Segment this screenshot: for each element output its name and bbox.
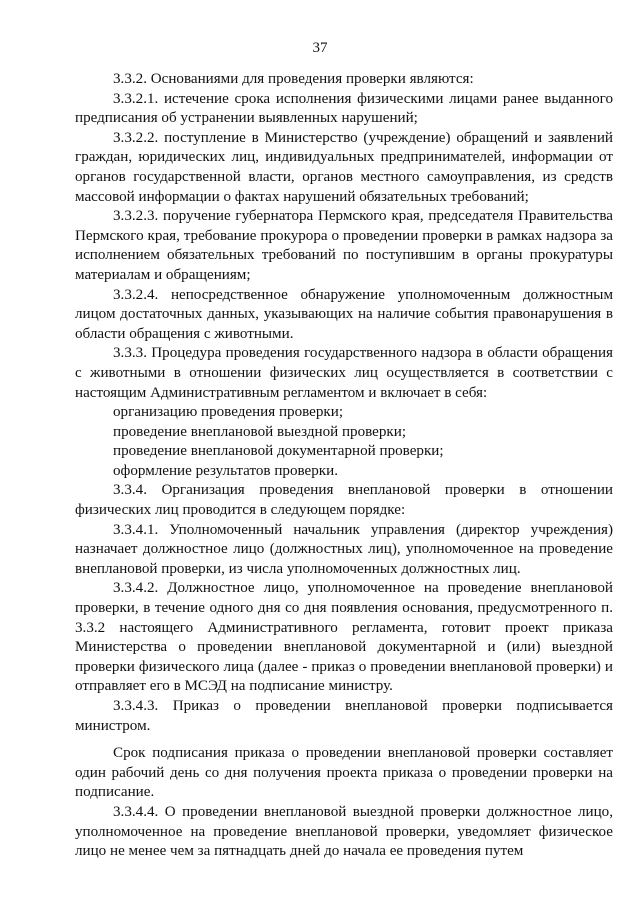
- paragraph-3-3-2-4: 3.3.2.4. непосредственное обнаружение уполномоченным должностным лицом достаточных данных, указывающих на наличие события правонарушения в области обращения с животными.: [75, 286, 613, 342]
- paragraph-3-3-3: 3.3.3. Процедура проведения государственного надзора в области обращения с животными в отношении физических лиц осуществляется в соответствии с настоящим Административным регламентом и включает в себя:: [75, 345, 613, 401]
- paragraph-3-3-4-3: 3.3.4.3. Приказ о проведении внеплановой проверки подписывается министром.: [75, 698, 613, 734]
- paragraph-3-3-4-1: 3.3.4.1. Уполномоченный начальник управления (директор учреждения) назначает должностное лицо (должностных лиц), уполномоченное на проведение внеплановой проверки, из числа уполномоченных должностных лиц.: [75, 521, 613, 577]
- list-item-organization: организацию проведения проверки;: [113, 404, 344, 421]
- list-item-field-inspection: проведение внеплановой выездной проверки;: [113, 423, 407, 440]
- document-body: [75, 70, 613, 862]
- list-item-document-inspection: проведение внеплановой документарной проверки;: [113, 443, 444, 460]
- paragraph-3-3-4-2: 3.3.4.2. Должностное лицо, уполномоченное на проведение внеплановой проверки, в течение одного дня со дня появления основания, предусмотренного п. 3.3.2 настоящего Административного регламента, готовит проект приказа Министерства о проведении внеплановой документарной и (или) выездной проверки физического лица (далее - приказ о проведении внеплановой проверки) и отправляет его в МСЭД на подписание министру.: [75, 580, 613, 695]
- paragraph-3-3-2-2: 3.3.2.2. поступление в Министерство (учреждение) обращений и заявлений граждан, юридических лиц, индивидуальных предпринимателей, информации от органов государственной власти, органов местного самоуправления, из средств массовой информации о фактах нарушений обязательных требований;: [75, 129, 613, 205]
- list-item-results: оформление результатов проверки.: [113, 462, 338, 479]
- paragraph-3-3-2-3: 3.3.2.3. поручение губернатора Пермского края, председателя Правительства Пермского края, требование прокурора о проведении проверки в рамках надзора за исполнением обязательных требований по поступившим в органы прокуратуры материалам и обращениям;: [75, 208, 613, 283]
- paragraph-3-3-4-4: 3.3.4.4. О проведении внеплановой выездной проверки должностное лицо, уполномоченное на проведение внеплановой проверки, уведомляет физическое лицо не менее чем за пятнадцать дней до начала ее проведения путем: [75, 803, 613, 860]
- paragraph-3-3-4: 3.3.4. Организация проведения внеплановой проверки в отношении физических лиц проводится в следующем порядке:: [75, 482, 613, 519]
- paragraph-3-3-2-1: 3.3.2.1. истечение срока исполнения физическими лицами ранее выданного предписания об устранении выявленных нарушений;: [75, 90, 613, 127]
- paragraph-signing-term: Срок подписания приказа о проведении внеплановой проверки составляет один рабочий день со дня получения проекта приказа о проведении проверки на подписание.: [75, 745, 613, 801]
- paragraph-3-3-2: 3.3.2. Основаниями для проведения проверки являются:: [113, 71, 474, 87]
- page-number: 37: [312, 40, 328, 56]
